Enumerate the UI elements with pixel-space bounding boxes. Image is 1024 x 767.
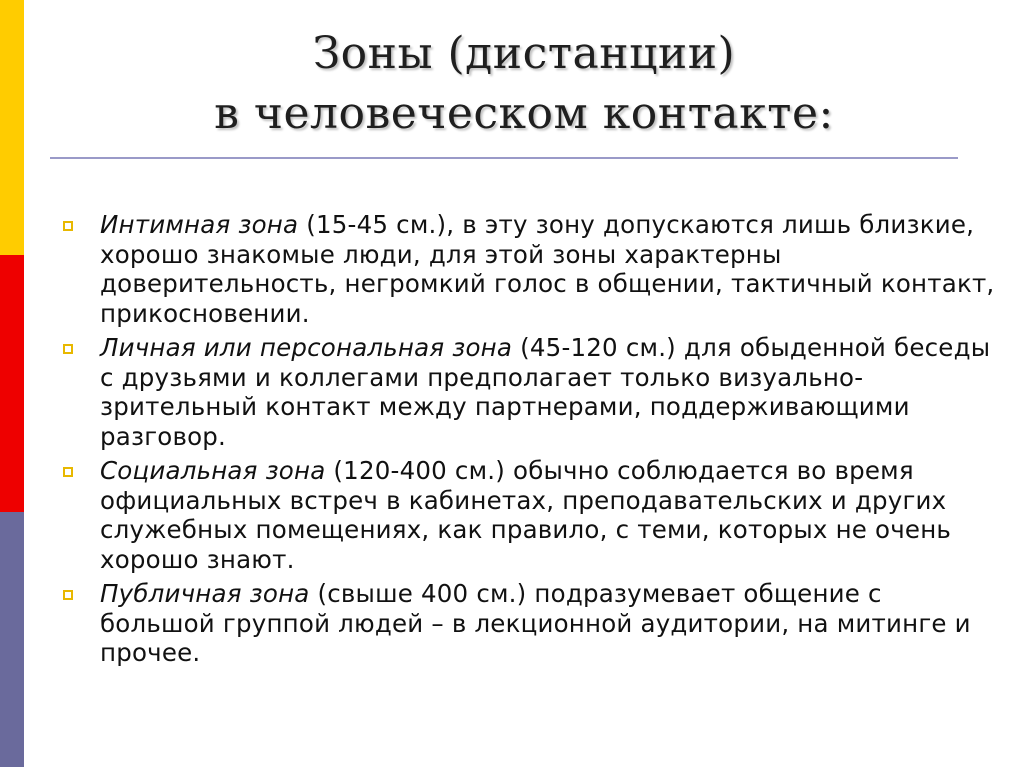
bullet-description: (свыше 400 см.) подразумевает общение с большой группой людей – в лекционной аудитории, на митинге и прочее. (100, 579, 971, 667)
slide-title (24, 24, 1024, 144)
bullet-item-social-zone (60, 456, 995, 574)
bullet-item-public-zone (60, 579, 995, 668)
bullet-square-icon (63, 590, 73, 600)
bullet-term: Публичная зона (100, 579, 310, 608)
accent-bar-blue (0, 512, 24, 767)
slide-title-line-1: Зоны (дистанции) (312, 28, 736, 79)
bullet-term: Интимная зона (100, 210, 299, 239)
bullet-term: Социальная зона (100, 456, 326, 485)
accent-bar-red (0, 255, 24, 512)
accent-bar-yellow (0, 0, 24, 255)
title-divider (50, 157, 958, 159)
bullet-square-icon (63, 344, 73, 354)
bullet-text (100, 333, 995, 451)
bullet-text (100, 579, 995, 668)
bullet-square-icon (63, 221, 73, 231)
bullet-description: (45-120 см.) для обыденной беседы с друзьями и коллегами предполагает только визуально-зрительный контакт между партнерами, поддерживающими разговор. (100, 333, 991, 451)
bullet-item-intimate-zone (60, 210, 995, 328)
bullet-term: Личная или персональная зона (100, 333, 513, 362)
bullet-item-personal-zone (60, 333, 995, 451)
slide-title-line-2: в человеческом контакте: (214, 88, 834, 139)
bullet-text (100, 456, 995, 574)
bullet-description: (15-45 см.), в эту зону допускаются лишь близкие, хорошо знакомые люди, для этой зоны характерны доверительность, негромкий голос в общении, тактичный контакт, прикосновении. (100, 210, 995, 328)
bullet-description: (120-400 см.) обычно соблюдается во время официальных встреч в кабинетах, преподавательских и других служебных помещениях, как правило, с теми, которых не очень хорошо знают. (100, 456, 952, 574)
bullet-list (60, 210, 995, 673)
bullet-square-icon (63, 467, 73, 477)
bullet-text (100, 210, 995, 328)
